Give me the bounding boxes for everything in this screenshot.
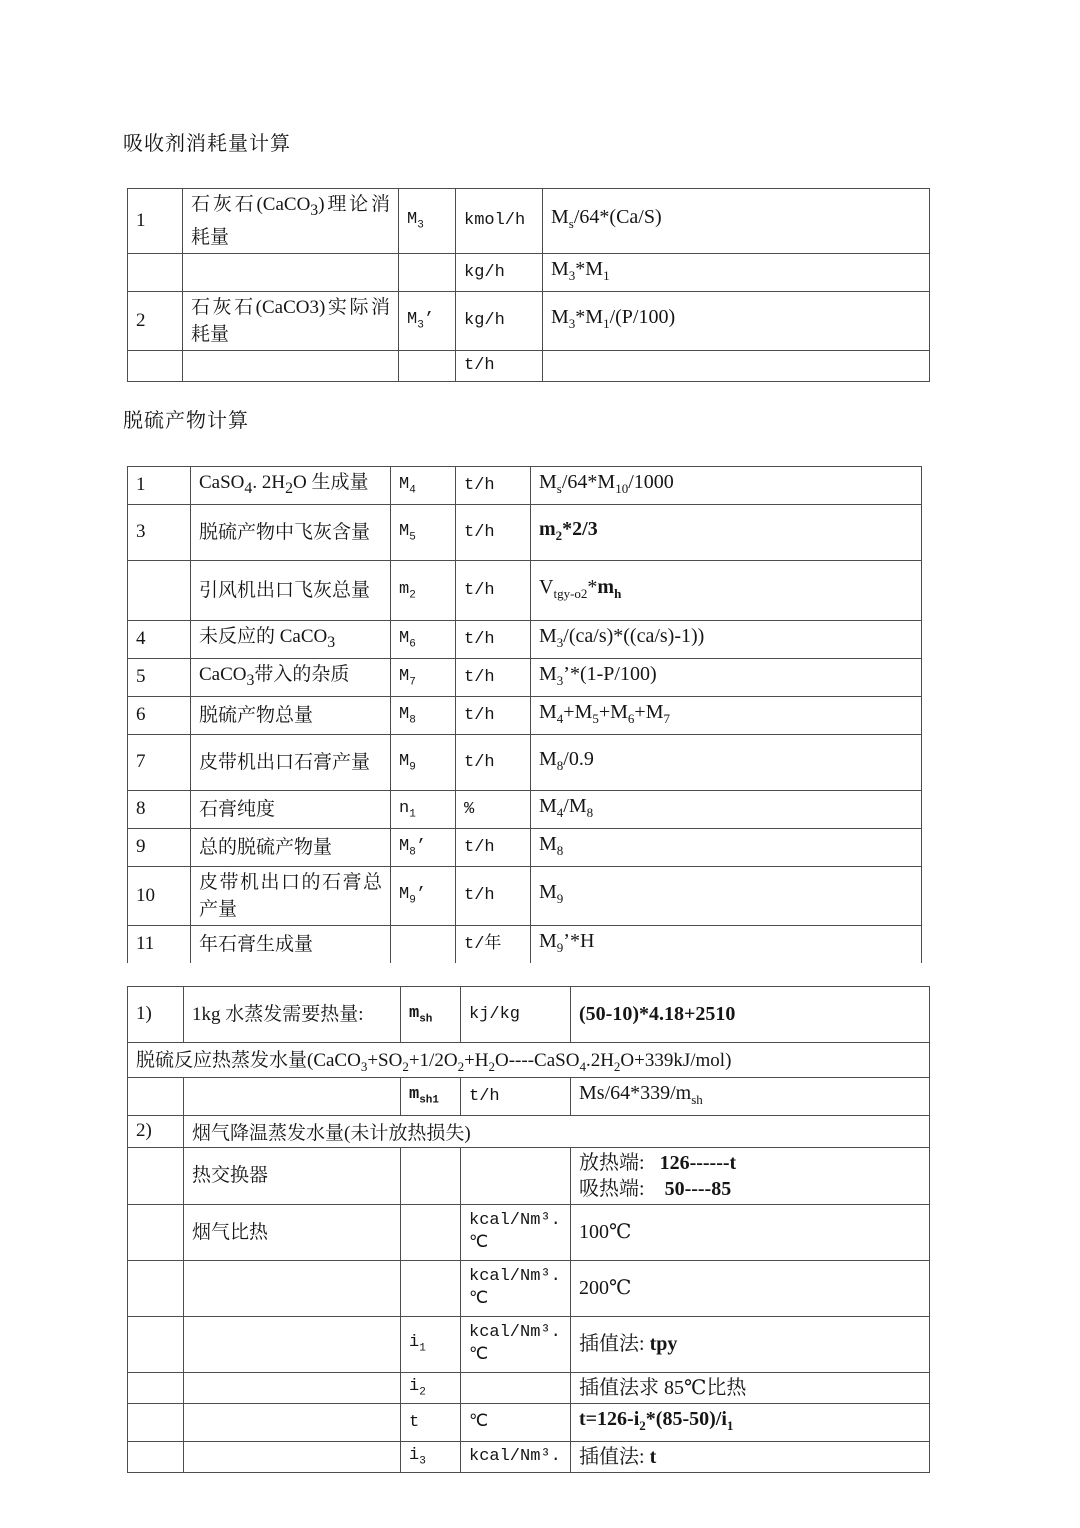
symbol-cell [391, 925, 456, 963]
absorbent-consumption-table [127, 188, 930, 382]
table-row [128, 734, 922, 790]
formula-cell: 插值法求 85℃比热 [571, 1372, 930, 1403]
symbol-cell: $m_{sh1}$ [401, 1077, 461, 1115]
item-name-cell: 皮带机出口石膏产量 [191, 734, 391, 790]
symbol-cell: $M_4$ [391, 466, 456, 504]
symbol-cell [399, 350, 456, 381]
row-number-cell [128, 1372, 184, 1403]
symbol-cell: $M_3$’ [399, 291, 456, 350]
unit-cell: kcal/Nm³. ℃ [461, 1260, 571, 1316]
table-row [128, 1115, 930, 1147]
table-row [128, 696, 922, 734]
symbol-cell: $i_3$ [401, 1441, 461, 1472]
unit-cell: t/h [461, 1077, 571, 1115]
unit-cell: t/h [456, 350, 543, 381]
item-name-cell: 皮带机出口的石膏总产量 [191, 866, 391, 925]
symbol-cell: t [401, 1403, 461, 1441]
item-name-cell [184, 1316, 401, 1372]
item-name-cell [183, 253, 399, 291]
table-row [128, 1260, 930, 1316]
symbol-cell: $i_1$ [401, 1316, 461, 1372]
item-name-cell [184, 1441, 401, 1472]
unit-cell: t/h [456, 866, 531, 925]
unit-cell: kcal/Nm³. ℃ [461, 1204, 571, 1260]
symbol-cell: $M_3$ [399, 189, 456, 254]
row-number-cell [128, 1441, 184, 1472]
unit-cell: kg/h [456, 253, 543, 291]
item-name-cell: 脱硫产物总量 [191, 696, 391, 734]
table-row [128, 1042, 930, 1077]
unit-cell [461, 1372, 571, 1403]
item-name-cell [184, 1260, 401, 1316]
formula-cell: $M_s/64*M_{10}/1000$ [531, 466, 922, 504]
table-row [128, 925, 922, 963]
item-name-cell [184, 1372, 401, 1403]
row-number-cell: 2 [128, 291, 183, 350]
formula-cell: $M_3*M_1/(P/100)$ [543, 291, 930, 350]
formula-cell: $M_9$ [531, 866, 922, 925]
unit-cell: t/h [456, 504, 531, 560]
row-number-cell [128, 1077, 184, 1115]
symbol-cell: $M_8$’ [391, 828, 456, 866]
unit-cell: t/h [456, 560, 531, 620]
formula-cell: (50-10)*4.18+2510 [571, 986, 930, 1042]
table-row [128, 291, 930, 350]
row-number-cell: 1) [128, 986, 184, 1042]
symbol-cell [401, 1260, 461, 1316]
table-row [128, 1147, 930, 1204]
row-number-cell [128, 1204, 184, 1260]
row-number-cell [128, 1147, 184, 1204]
table-row [128, 1403, 930, 1441]
table-row [128, 866, 922, 925]
table-row [128, 790, 922, 828]
formula-cell: $M_9’*H$ [531, 925, 922, 963]
table-row [128, 1204, 930, 1260]
table-row [128, 986, 930, 1042]
formula-cell: $M_3’*(1-P/100)$ [531, 658, 922, 696]
desulfurization-product-table [127, 466, 922, 963]
symbol-cell: $M_9$ [391, 734, 456, 790]
row-number-cell [128, 253, 183, 291]
item-name-cell: CaSO$_4$. $2H_2O$ 生成量 [191, 466, 391, 504]
unit-cell: kj/kg [461, 986, 571, 1042]
item-name-cell: 年石膏生成量 [191, 925, 391, 963]
table-row [128, 560, 922, 620]
item-name-cell: 1kg 水蒸发需要热量: [184, 986, 401, 1042]
unit-cell: t/年 [456, 925, 531, 963]
symbol-cell: $M_6$ [391, 620, 456, 658]
item-name-cell [183, 350, 399, 381]
unit-cell: t/h [456, 734, 531, 790]
item-name-cell: 石膏纯度 [191, 790, 391, 828]
formula-cell: $V_{tgy-o2}*m_h$ [531, 560, 922, 620]
row-number-cell: 1 [128, 466, 191, 504]
table-row [128, 1441, 930, 1472]
symbol-cell: $n_1$ [391, 790, 456, 828]
formula-cell: $M_3*M_1$ [543, 253, 930, 291]
formula-cell: $m_2*2/3$ [531, 504, 922, 560]
item-name-cell: 总的脱硫产物量 [191, 828, 391, 866]
row-number-cell: 7 [128, 734, 191, 790]
unit-cell: kcal/Nm³. [461, 1441, 571, 1472]
formula-cell: 插值法: tpy [571, 1316, 930, 1372]
symbol-cell: $i_2$ [401, 1372, 461, 1403]
row-number-cell [128, 1260, 184, 1316]
table-row [128, 828, 922, 866]
item-name-cell: 石灰石(CaCO3)实际消耗量 [183, 291, 399, 350]
formula-cell: 100℃ [571, 1204, 930, 1260]
unit-cell: kcal/Nm³. ℃ [461, 1316, 571, 1372]
formula-cell: $M_8$ [531, 828, 922, 866]
row-number-cell: 6 [128, 696, 191, 734]
formula-cell: $M_4/M_8$ [531, 790, 922, 828]
unit-cell: t/h [456, 696, 531, 734]
section-title-absorbent-calc: 吸收剂消耗量计算 [123, 133, 291, 155]
formula-cell: 200℃ [571, 1260, 930, 1316]
symbol-cell: $m_2$ [391, 560, 456, 620]
formula-cell: 插值法: t [571, 1441, 930, 1472]
item-name-cell: 烟气比热 [184, 1204, 401, 1260]
table-row [128, 253, 930, 291]
formula-cell: $M_4+M_5+M_6+M_7$ [531, 696, 922, 734]
symbol-cell [401, 1204, 461, 1260]
symbol-cell: $M_5$ [391, 504, 456, 560]
unit-cell: t/h [456, 466, 531, 504]
evaporation-heat-table [127, 986, 930, 1473]
item-name-cell [184, 1077, 401, 1115]
item-name-cell: 热交换器 [184, 1147, 401, 1204]
table-row [128, 189, 930, 254]
item-name-cell [184, 1403, 401, 1441]
item-name-cell: CaCO$_3$带入的杂质 [191, 658, 391, 696]
row-number-cell: 3 [128, 504, 191, 560]
unit-cell: t/h [456, 620, 531, 658]
formula-cell: $Ms/64*339/m_{sh}$ [571, 1077, 930, 1115]
item-name-cell: 脱硫产物中飞灰含量 [191, 504, 391, 560]
symbol-cell: $M_7$ [391, 658, 456, 696]
formula-cell: $t=126-i_2*(85-50)/i_1$ [571, 1403, 930, 1441]
unit-cell: % [456, 790, 531, 828]
row-number-cell: 8 [128, 790, 191, 828]
unit-cell: ℃ [461, 1403, 571, 1441]
row-number-cell: 10 [128, 866, 191, 925]
symbol-cell [399, 253, 456, 291]
formula-cell [543, 350, 930, 381]
item-name-cell: 未反应的 CaCO$_3$ [191, 620, 391, 658]
unit-cell: t/h [456, 828, 531, 866]
row-number-cell: 5 [128, 658, 191, 696]
row-number-cell: 11 [128, 925, 191, 963]
row-number-cell: 4 [128, 620, 191, 658]
row-number-cell [128, 1403, 184, 1441]
row-number-cell [128, 1316, 184, 1372]
section-title-product-calc: 脱硫产物计算 [123, 409, 249, 432]
row-number-cell: 1 [128, 189, 183, 254]
unit-cell [461, 1147, 571, 1204]
unit-cell: kg/h [456, 291, 543, 350]
unit-cell: t/h [456, 658, 531, 696]
table-row [128, 1077, 930, 1115]
merged-note-cell: 烟气降温蒸发水量(未计放热损失) [184, 1115, 930, 1147]
row-number-cell: 2) [128, 1115, 184, 1147]
symbol-cell: $m_{sh}$ [401, 986, 461, 1042]
symbol-cell: $M_9$’ [391, 866, 456, 925]
symbol-cell: $M_8$ [391, 696, 456, 734]
formula-cell: $M_8/0.9$ [531, 734, 922, 790]
table-row [128, 1316, 930, 1372]
table-row [128, 620, 922, 658]
formula-cell: $M_s/64*(Ca/S)$ [543, 189, 930, 254]
row-number-cell [128, 560, 191, 620]
item-name-cell: 引风机出口飞灰总量 [191, 560, 391, 620]
symbol-cell [401, 1147, 461, 1204]
formula-cell: $M_3/(ca/s)*((ca/s)-1)$) [531, 620, 922, 658]
table-row [128, 504, 922, 560]
unit-cell: kmol/h [456, 189, 543, 254]
heat-exchanger-ends-cell: 放热端: 126------t 吸热端: 50----85 [571, 1147, 930, 1204]
table-row [128, 658, 922, 696]
table-row [128, 1372, 930, 1403]
item-name-cell: 石灰石(CaCO$_3$)理论消耗量 [183, 189, 399, 254]
row-number-cell: 9 [128, 828, 191, 866]
table-row [128, 350, 930, 381]
merged-note-cell: 脱硫反应热蒸发水量$(CaCO_3+SO_2+1/2O_2+H_2O----CaSO_4.2H_2O+339kJ/mol)$ [128, 1042, 930, 1077]
row-number-cell [128, 350, 183, 381]
table-row [128, 466, 922, 504]
